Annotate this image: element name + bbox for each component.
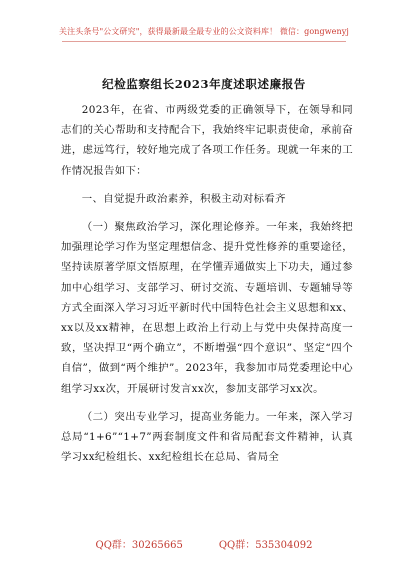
section-heading: 一、自觉提升政治素养，积极主动对标看齐	[81, 192, 286, 205]
subsection-paragraph-2: （二）突出专业学习，提高业务能力。一年来，深入学习总局“1+6”“1+7”两套制度文件和省局配套文件精神，认真学习xx纪检组长、xx纪检组长在总局、省局全	[61, 410, 353, 464]
subsection-paragraph-1: （一）聚焦政治学习，深化理论修养。一年来，我始终把加强理论学习作为坚定理想信念、提升党性修养的重要途径，坚持读原著学原文悟原理，在学懂弄通做实上下功夫，通过参加中心组学习、支部学习、研讨交流、专题培训、专题辅导等方式全面深入学习习近平新时代中国特色社会主义思想和xx、xx以及xx精神，在思想上政治上行动上与党中央保持高度一致，坚决捍卫“两个确立”，不断增强“四个意识”、坚定“四个自信”，做到“两个维护”。2023年，我参加市局党委理论中心组学习xx次，开展研讨发言xx次，参加支部学习xx次。	[61, 221, 353, 395]
intro-paragraph: 2023年，在省、市两级党委的正确领导下，在领导和同志们的关心帮助和支持配合下，我始终牢记职责使命，承前奋进，虑远笃行，较好地完成了各项工作任务。现就一年来的工作情况报告如下：	[61, 104, 353, 177]
document-body	[61, 100, 353, 467]
footer-contact	[0, 536, 408, 551]
footer-qq-group-2: QQ群：535304092	[218, 540, 313, 551]
header-promo-text: 关注头条号"公文研究"，获得最新最全最专业的公文资料库！ 微信：gongwenyj	[59, 27, 349, 36]
document-title: 纪检监察组长2023年度述职述廉报告	[102, 77, 306, 91]
header-divider	[62, 41, 346, 42]
footer-qq-group-1: QQ群：30265665	[95, 540, 183, 551]
